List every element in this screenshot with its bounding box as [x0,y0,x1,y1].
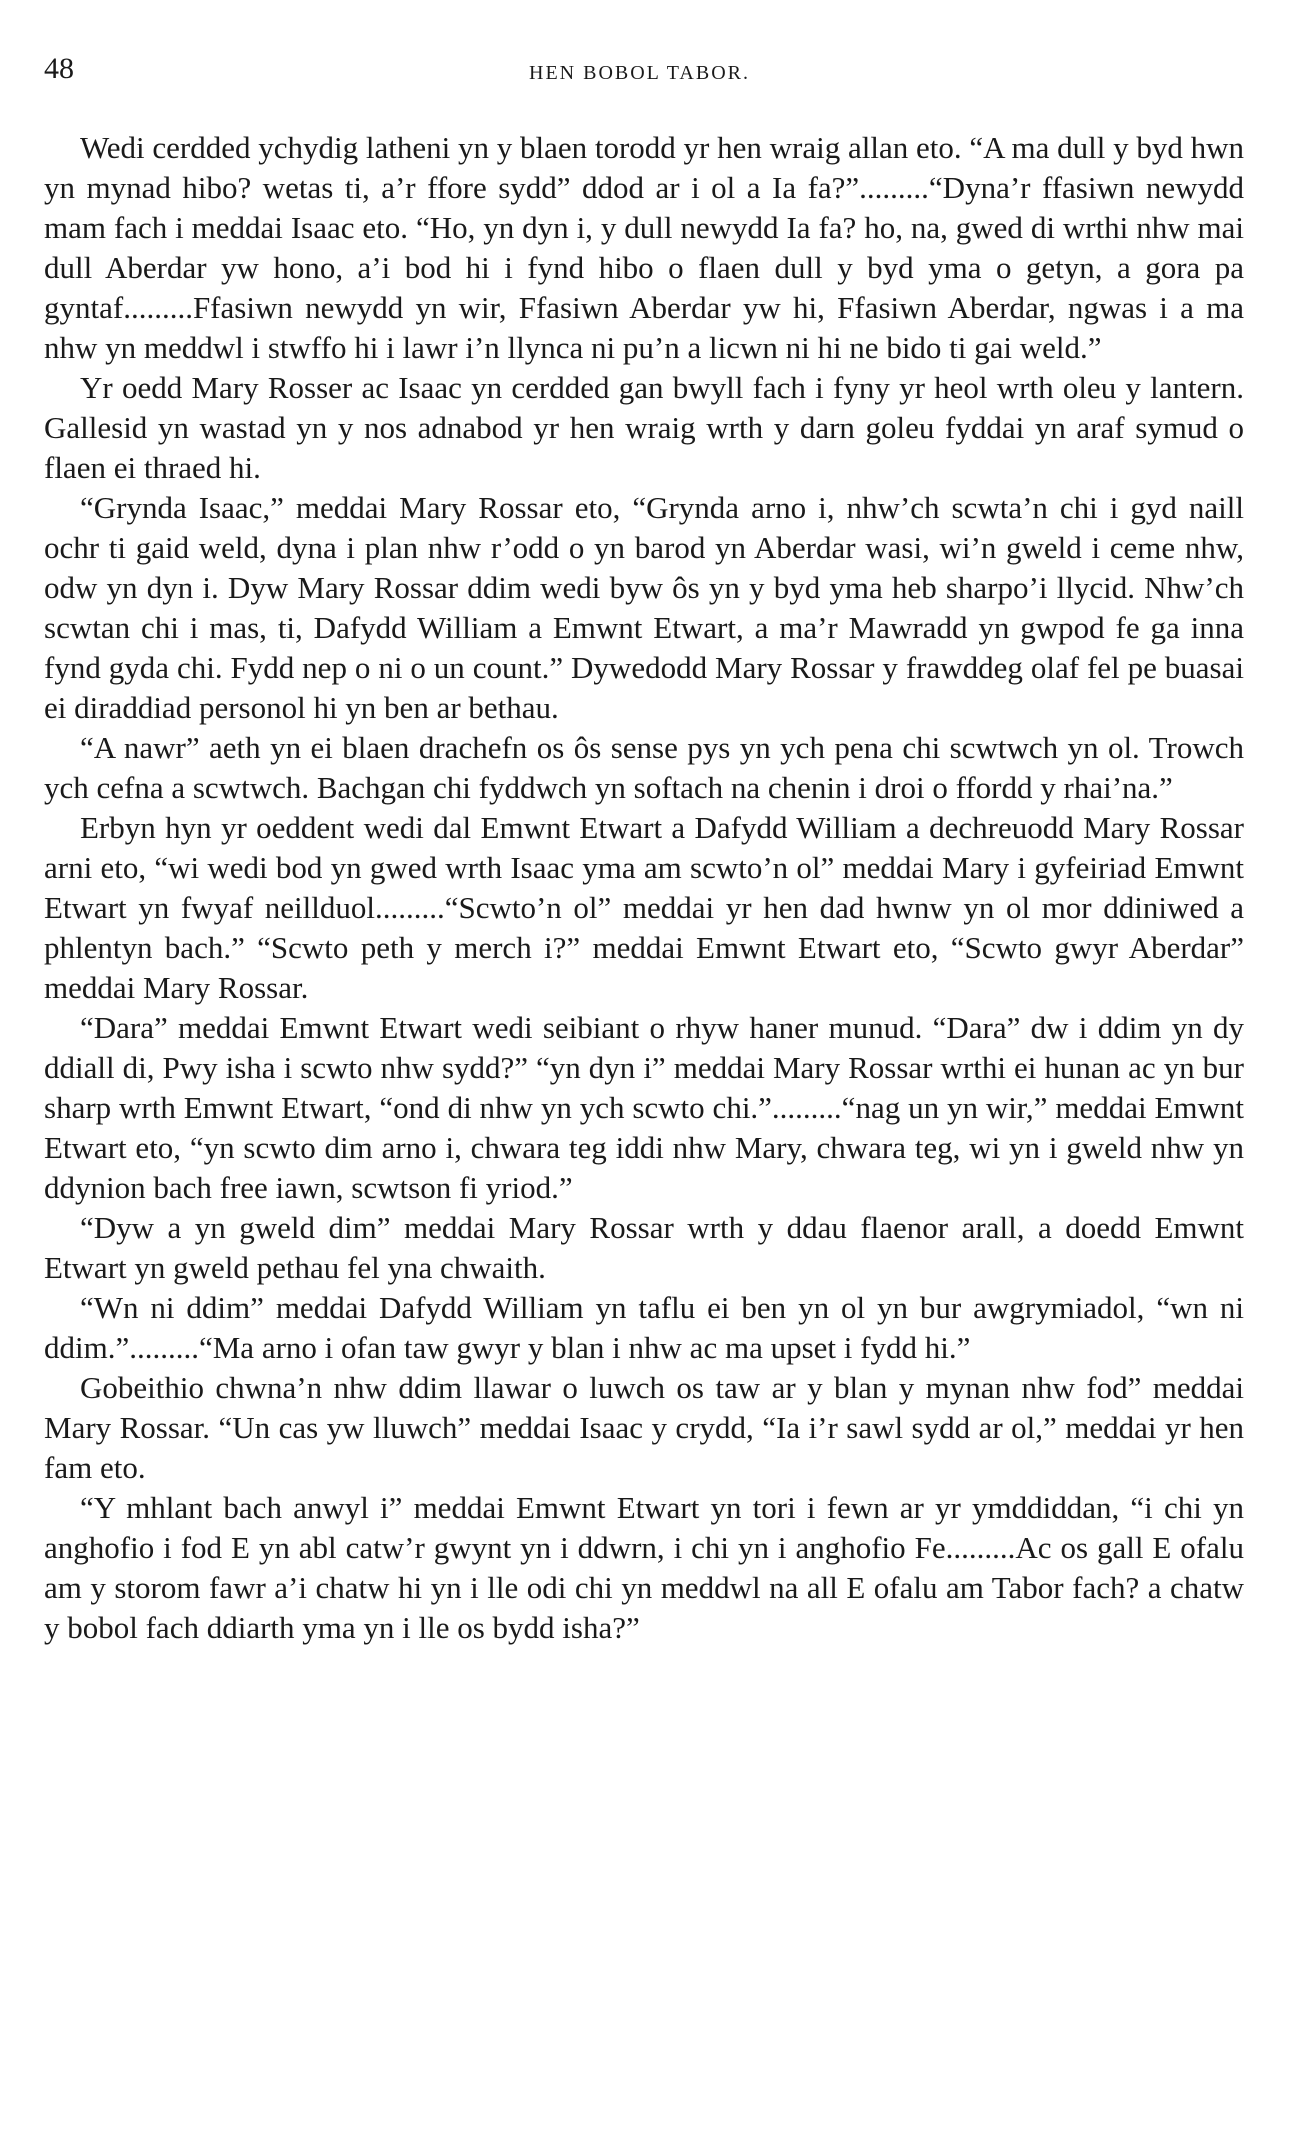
paragraph: “Grynda Isaac,” meddai Mary Rossar eto, “Grynda arno i, nhw’ch scwta’n chi i gyd naill ochr ti gaid weld, dyna i plan nhw r’odd o yn barod yn Aberdar wasi, wi’n gweld i ceme nhw, odw yn dyn i. Dyw Mary Rossar ddim wedi byw ôs yn y byd yma heb sharpo’i llycid. Nhw’ch scwtan chi i mas, ti, Dafydd William a Emwnt Etwart, a ma’r Mawradd yn gwpod fe ga inna fynd gyda chi. Fydd nep o ni o un count.” Dywedodd Mary Rossar y frawddeg olaf fel pe buasai ei diraddiad personol hi yn ben ar bethau. [44,490,1244,725]
page-number: 48 [44,52,74,85]
paragraph: “Wn ni ddim” meddai Dafydd William yn taflu ei ben yn ol yn bur awgrymiadol, “wn ni ddim.”.........“Ma arno i ofan taw gwyr y blan i nhw ac ma upset i fydd hi.” [44,1290,1244,1365]
paragraph: Erbyn hyn yr oeddent wedi dal Emwnt Etwart a Dafydd William a dechreuodd Mary Rossar arni eto, “wi wedi bod yn gwed wrth Isaac yma am scwto’n ol” meddai Mary i gyfeiriad Emwnt Etwart yn fwyaf neillduol.........“Scwto’n ol” meddai yr hen dad hwnw yn ol mor ddiniwed a phlentyn bach.” “Scwto peth y merch i?” meddai Emwnt Etwart eto, “Scwto gwyr Aberdar” meddai Mary Rossar. [44,810,1244,1005]
page-header [44,52,1235,92]
paragraph: “A nawr” aeth yn ei blaen drachefn os ôs sense pys yn ych pena chi scwtwch yn ol. Trowch ych cefna a scwtwch. Bachgan chi fyddwch yn softach na chenin i droi o ffordd y rhai’na.” [44,730,1244,805]
paragraph: Wedi cerdded ychydig latheni yn y blaen torodd yr hen wraig allan eto. “A ma dull y byd hwn yn mynad hibo? wetas ti, a’r ffore sydd” ddod ar i ol a Ia fa?”.........“Dyna’r ffasiwn newydd mam fach i meddai Isaac eto. “Ho, yn dyn i, y dull newydd Ia fa? ho, na, gwed di wrthi nhw mai dull Aberdar yw hono, a’i bod hi i fynd hibo o flaen dull y byd yma o getyn, a gora pa gyntaf.........Ffasiwn newydd yn wir, Ffasiwn Aberdar yw hi, Ffasiwn Aberdar, ngwas i a ma nhw yn meddwl i stwffo hi i lawr i’n llynca ni pu’n a licwn ni hi ne bido ti gai weld.” [44,130,1244,365]
paragraph: “Dara” meddai Emwnt Etwart wedi seibiant o rhyw haner munud. “Dara” dw i ddim yn dy ddiall di, Pwy isha i scwto nhw sydd?” “yn dyn i” meddai Mary Rossar wrthi ei hunan ac yn bur sharp wrth Emwnt Etwart, “ond di nhw yn ych scwto chi.”.........“nag un yn wir,” meddai Emwnt Etwart eto, “yn scwto dim arno i, chwara teg iddi nhw Mary, chwara teg, wi yn i gweld nhw yn ddynion bach free iawn, scwtson fi yriod.” [44,1010,1244,1205]
paragraph: “Dyw a yn gweld dim” meddai Mary Rossar wrth y ddau flaenor arall, a doedd Emwnt Etwart yn gweld pethau fel yna chwaith. [44,1210,1244,1285]
paragraph: Gobeithio chwna’n nhw ddim llawar o luwch os taw ar y blan y mynan nhw fod” meddai Mary Rossar. “Un cas yw lluwch” meddai Isaac y crydd, “Ia i’r sawl sydd ar ol,” meddai yr hen fam eto. [44,1370,1244,1485]
paragraph: “Y mhlant bach anwyl i” meddai Emwnt Etwart yn tori i fewn ar yr ymddiddan, “i chi yn anghofio i fod E yn abl catw’r gwynt yn i ddwrn, i chi yn i anghofio Fe.........Ac os gall E ofalu am y storom fawr a’i chatw hi yn i lle odi chi yn meddwl na all E ofalu am Tabor fach? a chatw y bobol fach ddiarth yma yn i lle os bydd isha?” [44,1490,1244,1645]
body-text [44,128,1244,1648]
paragraph: Yr oedd Mary Rosser ac Isaac yn cerdded gan bwyll fach i fyny yr heol wrth oleu y lantern. Gallesid yn wastad yn y nos adnabod yr hen wraig wrth y darn goleu fyddai yn araf symud o flaen ei thraed hi. [44,370,1244,485]
running-head: HEN BOBOL TABOR. [529,62,750,84]
